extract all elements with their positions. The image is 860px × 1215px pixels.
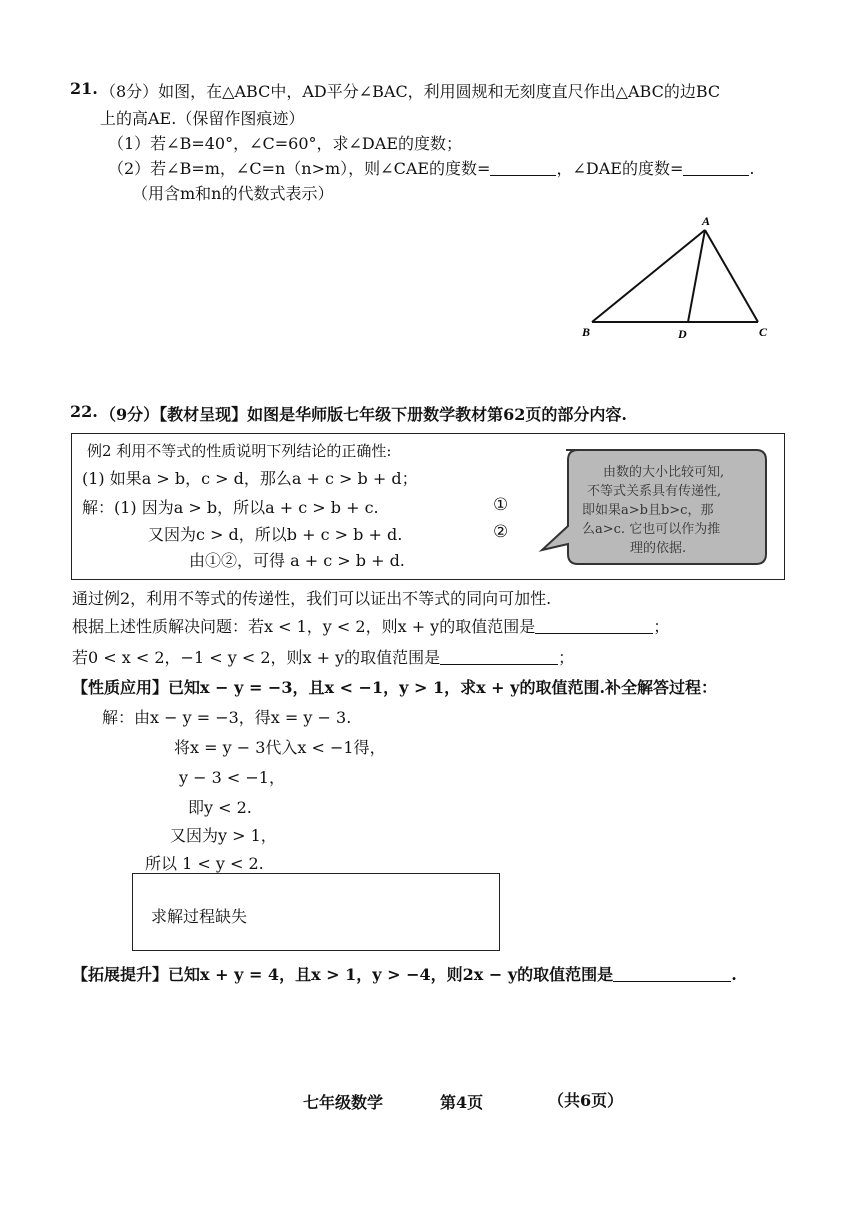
q21-part2-a: （2）若∠B=m，∠C=n（n>m），则∠CAE的度数=: [108, 159, 491, 178]
q21-number: 21.: [70, 79, 98, 98]
footer-page: 第4页: [440, 1093, 484, 1112]
q21-part2-b: ，∠DAE的度数=: [556, 159, 684, 178]
answer-blank-3[interactable]: [613, 980, 731, 982]
solution-line-5: 又因为y > 1，: [170, 826, 277, 845]
side-ac: [705, 230, 758, 322]
after-text-3: [72, 645, 574, 668]
extend-text: 【拓展提升】已知x + y = 4，且x > 1，y > −4，则2x − y的取值范围是: [72, 965, 614, 984]
footer-subject: 七年级数学: [303, 1093, 384, 1112]
bubble-text-3: 即如果a>b且b>c，那: [582, 503, 714, 518]
q21-part2-note: （用含m和n的代数式表示）: [132, 184, 334, 203]
answer-blank-cae[interactable]: [490, 174, 556, 176]
answer-blank-dae[interactable]: [683, 174, 749, 176]
after-text-1: 通过例2，利用不等式的传递性，我们可以证出不等式的同向可加性.: [72, 589, 552, 608]
answer-blank-1[interactable]: [535, 632, 653, 634]
solution-line-3: y − 3 < −1，: [179, 768, 285, 787]
solution-line-6: 所以 1 < y < 2.: [145, 854, 264, 873]
side-ab: [592, 230, 705, 322]
after-text-2: [72, 614, 669, 637]
q21-part1: （1）若∠B=40°，∠C=60°，求∠DAE的度数；: [108, 134, 462, 153]
footer-total: （共6页）: [548, 1091, 624, 1110]
bubble-text-2: 不等式关系具有传递性,: [587, 484, 722, 499]
solution-line-4: 即y < 2.: [188, 798, 252, 817]
solution-line-1: 解：由x − y = −3，得x = y − 3.: [102, 708, 352, 727]
triangle-figure: [570, 205, 780, 345]
after-text-3-end: ；: [558, 648, 575, 667]
q21-line2: 上的高AE.（保留作图痕迹）: [100, 109, 305, 128]
label-b: B: [582, 325, 591, 339]
after-text-3-main: 若0 < x < 2，−1 < y < 2，则x + y的取值范围是: [72, 648, 441, 667]
excerpt-line2: 解：(1) 因为a > b，所以a + c > b + c.: [82, 498, 379, 517]
bisector-ad: [688, 230, 705, 322]
after-text-2-end: ；: [653, 617, 670, 636]
apply-heading: 【性质应用】已知x − y = −3，且x < −1，y > 1，求x + y的取值范围.补全解答过程：: [72, 678, 718, 697]
solution-line-2: 将x = y − 3代入x < −1得，: [174, 738, 386, 757]
label-a: A: [702, 214, 711, 228]
bubble-text-5: 理的依据.: [630, 541, 687, 556]
excerpt-title: 例2 利用不等式的性质说明下列结论的正确性:: [87, 442, 392, 460]
q21-line1: （8分）如图，在△ABC中，AD平分∠BAC，利用圆规和无刻度直尺作出△ABC的边BC: [100, 82, 721, 101]
bubble-text-1: 由数的大小比较可知,: [603, 465, 725, 480]
missing-note: 求解过程缺失: [151, 907, 248, 926]
q22-number: 22.: [70, 402, 98, 421]
extend-end: .: [731, 965, 737, 984]
bubble-text-4: 么a>c. 它也可以作为推: [582, 522, 721, 537]
excerpt-mark2: ②: [493, 522, 509, 542]
q21-part2-end: .: [749, 159, 755, 178]
q21-part2: [108, 156, 754, 179]
after-text-2-main: 根据上述性质解决问题：若x < 1，y < 2，则x + y的取值范围是: [72, 617, 536, 636]
label-d: D: [678, 327, 687, 341]
excerpt-line4: 由①②，可得 a + c > b + d.: [189, 551, 405, 570]
excerpt-line3: 又因为c > d，所以b + c > b + d.: [148, 525, 403, 544]
q22-intro: （9分）【教材呈现】如图是华师版七年级下册数学教材第62页的部分内容.: [100, 405, 627, 424]
excerpt-mark1: ①: [493, 495, 509, 515]
extend-line: [72, 962, 737, 985]
excerpt-line1: (1) 如果a > b，c > d，那么a + c > b + d；: [82, 469, 418, 488]
answer-blank-2[interactable]: [440, 663, 558, 665]
label-c: C: [759, 325, 768, 339]
